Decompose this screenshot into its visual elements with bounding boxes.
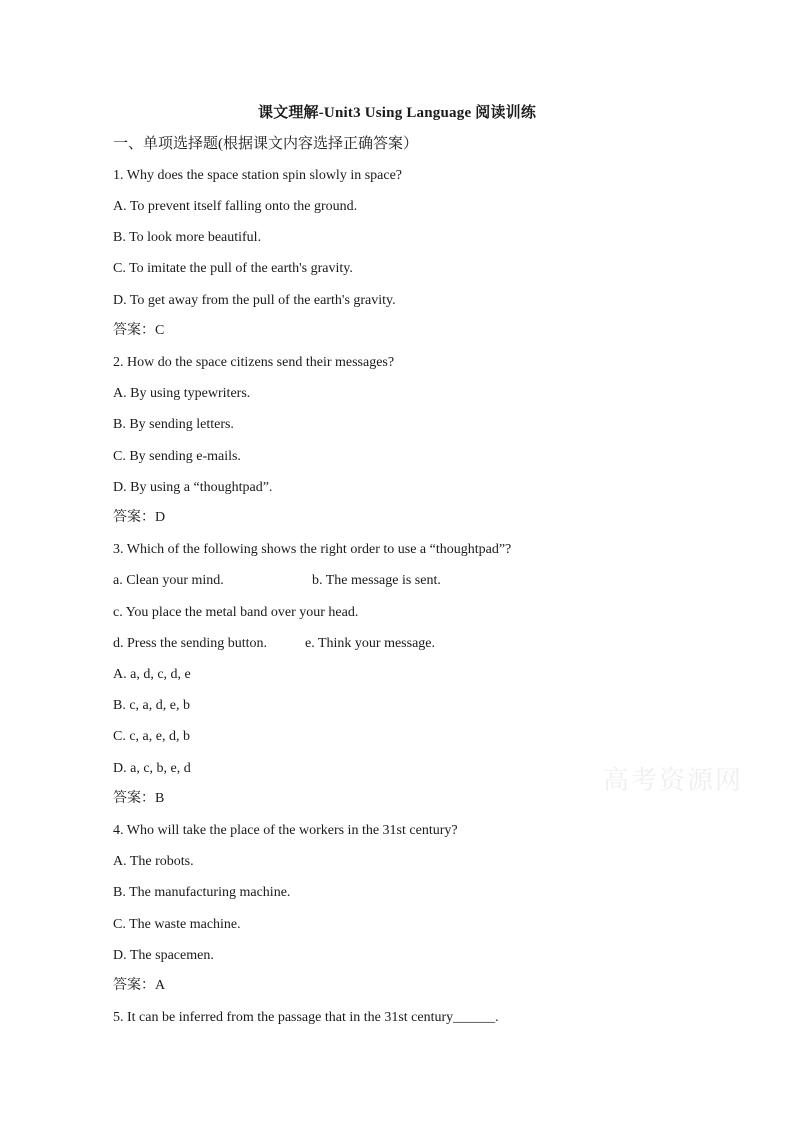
q3-option-d: D. a, c, b, e, d <box>113 761 191 776</box>
q2-option-b: B. By sending letters. <box>113 417 234 432</box>
q3-step-b: b. The message is sent. <box>312 573 441 588</box>
q3-step-a: a. Clean your mind. <box>113 573 224 588</box>
q4-option-c: C. The waste machine. <box>113 917 241 932</box>
q3-option-a: A. a, d, c, d, e <box>113 667 191 682</box>
page-title: 课文理解-Unit3 Using Language 阅读训练 <box>257 105 537 121</box>
watermark: 高考资源网 <box>603 766 744 795</box>
q1-option-a: A. To prevent itself falling onto the ground. <box>113 199 358 214</box>
q4-answer: 答案：A <box>113 978 166 993</box>
section-heading: 一、单项选择题(根据课文内容选择正确答案） <box>113 136 418 152</box>
q4-option-a: A. The robots. <box>113 854 194 869</box>
q3-step-c: c. You place the metal band over your head. <box>113 605 359 620</box>
q1-option-c: C. To imitate the pull of the earth's gravity. <box>113 261 353 276</box>
question-3: 3. Which of the following shows the right order to use a “thoughtpad”? <box>113 542 512 557</box>
question-5: 5. It can be inferred from the passage that in the 31st century______. <box>113 1010 499 1025</box>
q1-answer: 答案：C <box>113 323 165 338</box>
question-1: 1. Why does the space station spin slowly in space? <box>113 168 403 183</box>
q3-option-c: C. c, a, e, d, b <box>113 729 190 744</box>
question-4: 4. Who will take the place of the workers in the 31st century? <box>113 823 458 838</box>
q1-option-d: D. To get away from the pull of the earth's gravity. <box>113 293 396 308</box>
q1-option-b: B. To look more beautiful. <box>113 230 262 245</box>
q4-option-b: B. The manufacturing machine. <box>113 885 291 900</box>
question-2: 2. How do the space citizens send their messages? <box>113 355 395 370</box>
q3-step-e: e. Think your message. <box>305 636 435 651</box>
q2-option-d: D. By using a “thoughtpad”. <box>113 480 273 495</box>
q2-answer: 答案：D <box>113 510 166 525</box>
q3-option-b: B. c, a, d, e, b <box>113 698 190 713</box>
q4-option-d: D. The spacemen. <box>113 948 214 963</box>
q2-option-a: A. By using typewriters. <box>113 386 251 401</box>
q3-step-d: d. Press the sending button. <box>113 636 267 651</box>
q2-option-c: C. By sending e-mails. <box>113 449 241 464</box>
q3-answer: 答案：B <box>113 791 165 806</box>
